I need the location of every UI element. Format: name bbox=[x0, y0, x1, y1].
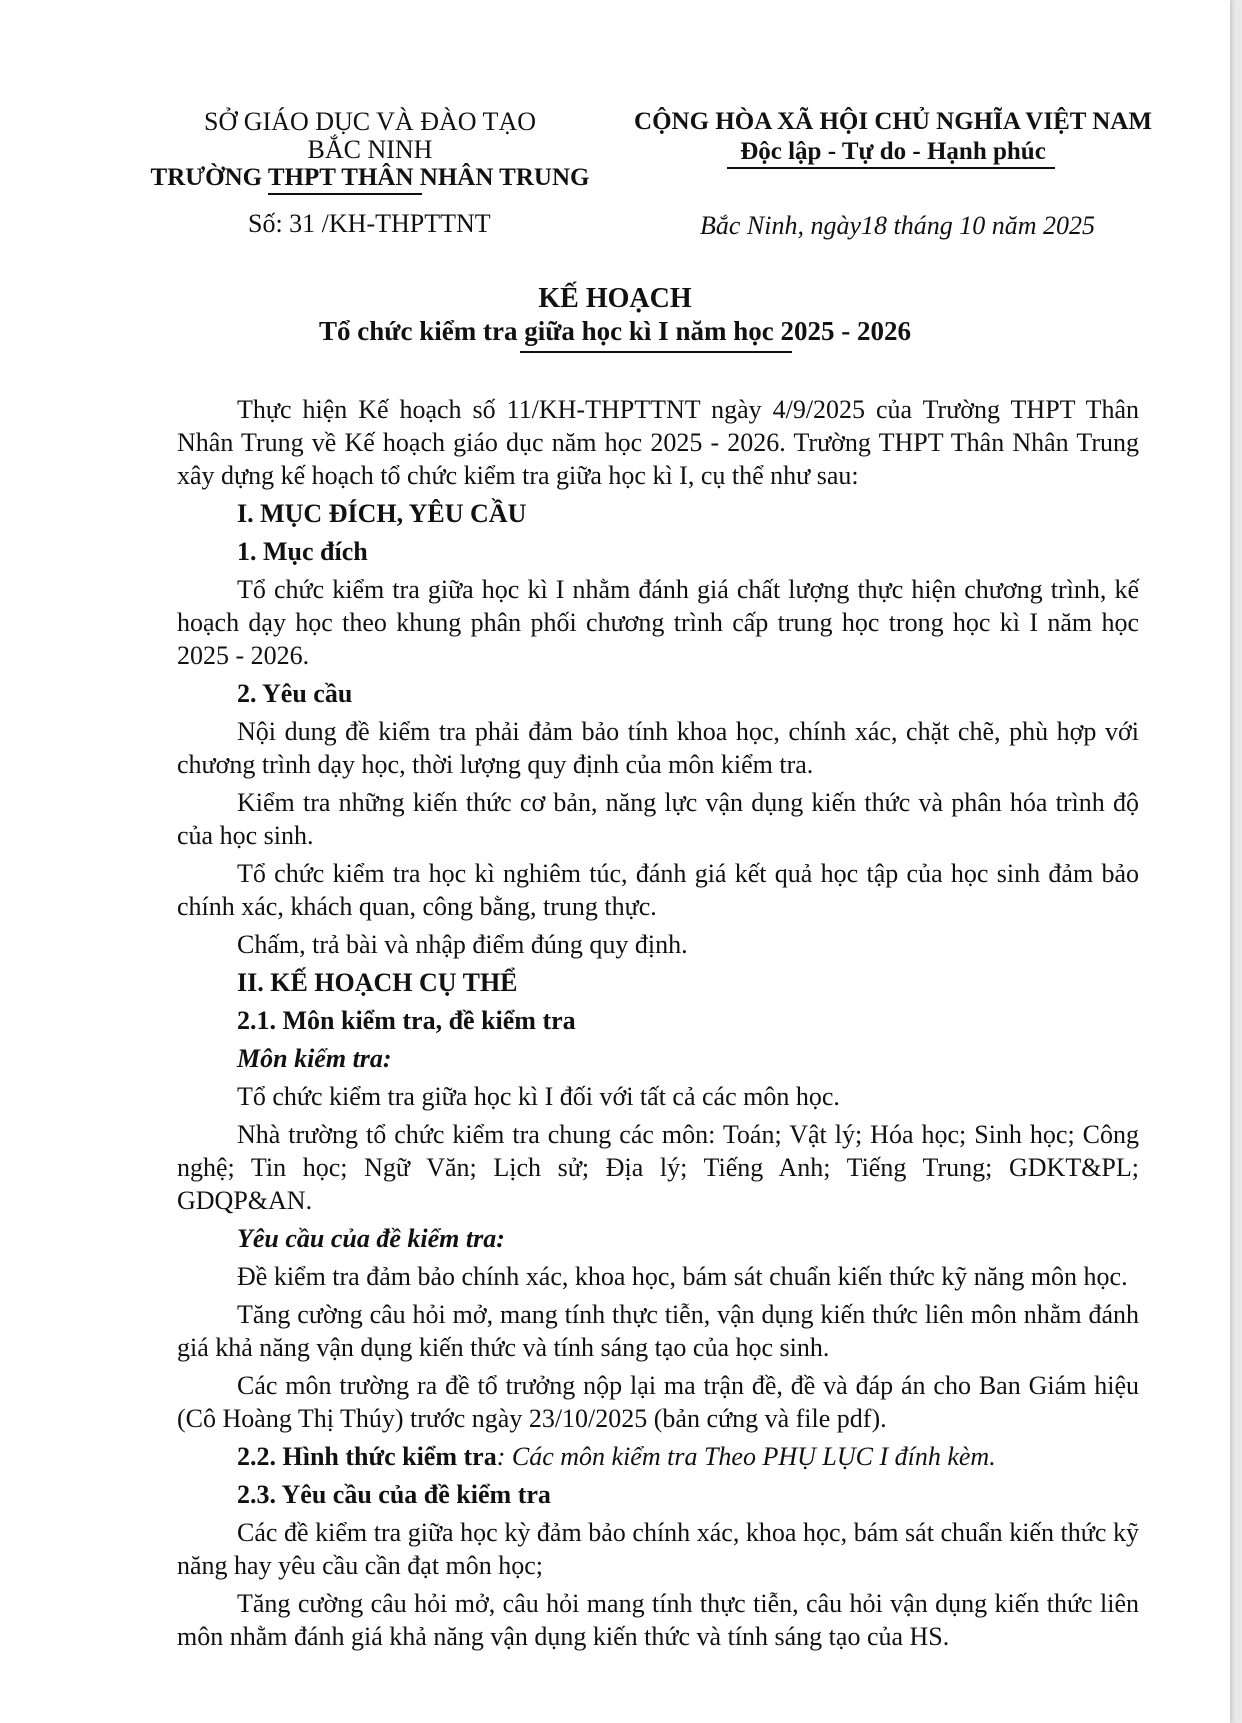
document-body bbox=[177, 393, 1139, 1653]
exam-requirements-subheading: Yêu cầu của đề kiểm tra: bbox=[237, 1224, 505, 1253]
purpose-paragraph: Tổ chức kiểm tra giữa học kì I nhằm đánh giá chất lượng thực hiện chương trình, kế hoạch dạy học theo khung phân phối chương trình cấp trung học trong học kì I năm học 2025 - 2026. bbox=[177, 575, 1139, 670]
requirement-paragraph-4: Chấm, trả bài và nhập điểm đúng quy định. bbox=[237, 930, 688, 959]
section-2-3-paragraph-2: Tăng cường câu hỏi mở, câu hỏi mang tính thực tiễn, câu hỏi vận dụng kiến thức liên môn nhằm đánh giá khả năng vận dụng kiến thức và tính sáng tạo của HS. bbox=[177, 1589, 1139, 1651]
doc-number: Số: 31 /KH-THPTTNT bbox=[248, 209, 491, 238]
section-1-heading: I. MỤC ĐÍCH, YÊU CẦU bbox=[237, 499, 527, 528]
motto-underline bbox=[727, 167, 1055, 169]
header-republic: CỘNG HÒA XÃ HỘI CHỦ NGHĨA VIỆT NAM bbox=[634, 108, 1152, 135]
exam-paragraph-1: Đề kiểm tra đảm bảo chính xác, khoa học, bám sát chuẩn kiến thức kỹ năng môn học. bbox=[237, 1262, 1128, 1291]
exam-paragraph-3: Các môn trường ra đề tổ trưởng nộp lại ma trận đề, đề và đáp án cho Ban Giám hiệu (Cô Hoàng Thị Thúy) trước ngày 23/10/2025 (bản cứng và file pdf). bbox=[177, 1371, 1139, 1433]
section-2-1-heading: 2.1. Môn kiểm tra, đề kiểm tra bbox=[237, 1006, 576, 1035]
section-1-1-heading: 1. Mục đích bbox=[237, 537, 368, 566]
section-1-2-heading: 2. Yêu cầu bbox=[237, 679, 353, 708]
doc-date: Bắc Ninh, ngày18 tháng 10 năm 2025 bbox=[700, 211, 1096, 240]
section-2-3-heading: 2.3. Yêu cầu của đề kiểm tra bbox=[237, 1480, 551, 1509]
section-2-2-heading bbox=[177, 1440, 1139, 1473]
exam-paragraph-2: Tăng cường câu hỏi mở, mang tính thực tiễn, vận dụng kiến thức liên môn nhằm đánh giá khả năng vận dụng kiến thức và tính sáng tạo của học sinh. bbox=[177, 1300, 1139, 1362]
doc-title: KẾ HOẠCH bbox=[538, 283, 692, 314]
section-2-heading: II. KẾ HOẠCH CỤ THỂ bbox=[237, 968, 518, 997]
header-motto: Độc lập - Tự do - Hạnh phúc bbox=[740, 138, 1046, 165]
intro-paragraph: Thực hiện Kế hoạch số 11/KH-THPTTNT ngày 4/9/2025 của Trường THPT Thân Nhân Trung về Kế hoạch giáo dục năm học 2025 - 2026. Trường THPT Thân Nhân Trung xây dựng kế hoạch tổ chức kiểm tra giữa học kì I, cụ thể như sau: bbox=[177, 395, 1139, 490]
school-underline bbox=[268, 193, 422, 195]
requirement-paragraph-3: Tổ chức kiểm tra học kì nghiêm túc, đánh giá kết quả học tập của học sinh đảm bảo chính xác, khách quan, công bằng, trung thực. bbox=[177, 859, 1139, 921]
requirement-paragraph-2: Kiểm tra những kiến thức cơ bản, năng lực vận dụng kiến thức và phân hóa trình độ của học sinh. bbox=[177, 788, 1139, 850]
section-2-2-text: : Các môn kiểm tra Theo PHỤ LỤC I đính kèm. bbox=[496, 1442, 996, 1471]
header-province: BẮC NINH bbox=[307, 135, 433, 164]
subjects-subheading: Môn kiểm tra: bbox=[237, 1044, 392, 1073]
header-school: TRƯỜNG THPT THÂN NHÂN TRUNG bbox=[150, 164, 590, 191]
subjects-paragraph-2: Nhà trường tổ chức kiểm tra chung các môn: Toán; Vật lý; Hóa học; Sinh học; Công nghệ; Tin học; Ngữ Văn; Lịch sử; Địa lý; Tiếng Anh; Tiếng Trung; GDKT&PL; GDQP&AN. bbox=[177, 1120, 1139, 1215]
section-2-3-paragraph-1: Các đề kiểm tra giữa học kỳ đảm bảo chính xác, khoa học, bám sát chuẩn kiến thức kỹ năng hay yêu cầu cần đạt môn học; bbox=[177, 1518, 1139, 1580]
header-department: SỞ GIÁO DỤC VÀ ĐÀO TẠO bbox=[204, 107, 536, 136]
title-underline bbox=[520, 351, 792, 353]
doc-subtitle: Tổ chức kiểm tra giữa học kì I năm học 2025 - 2026 bbox=[319, 316, 911, 346]
requirement-paragraph-1: Nội dung đề kiểm tra phải đảm bảo tính khoa học, chính xác, chặt chẽ, phù hợp với chương trình dạy học, thời lượng quy định của môn kiểm tra. bbox=[177, 717, 1139, 779]
subjects-paragraph-1: Tổ chức kiểm tra giữa học kì I đối với tất cả các môn học. bbox=[237, 1082, 840, 1111]
section-2-2-label: 2.2. Hình thức kiểm tra bbox=[237, 1442, 497, 1471]
